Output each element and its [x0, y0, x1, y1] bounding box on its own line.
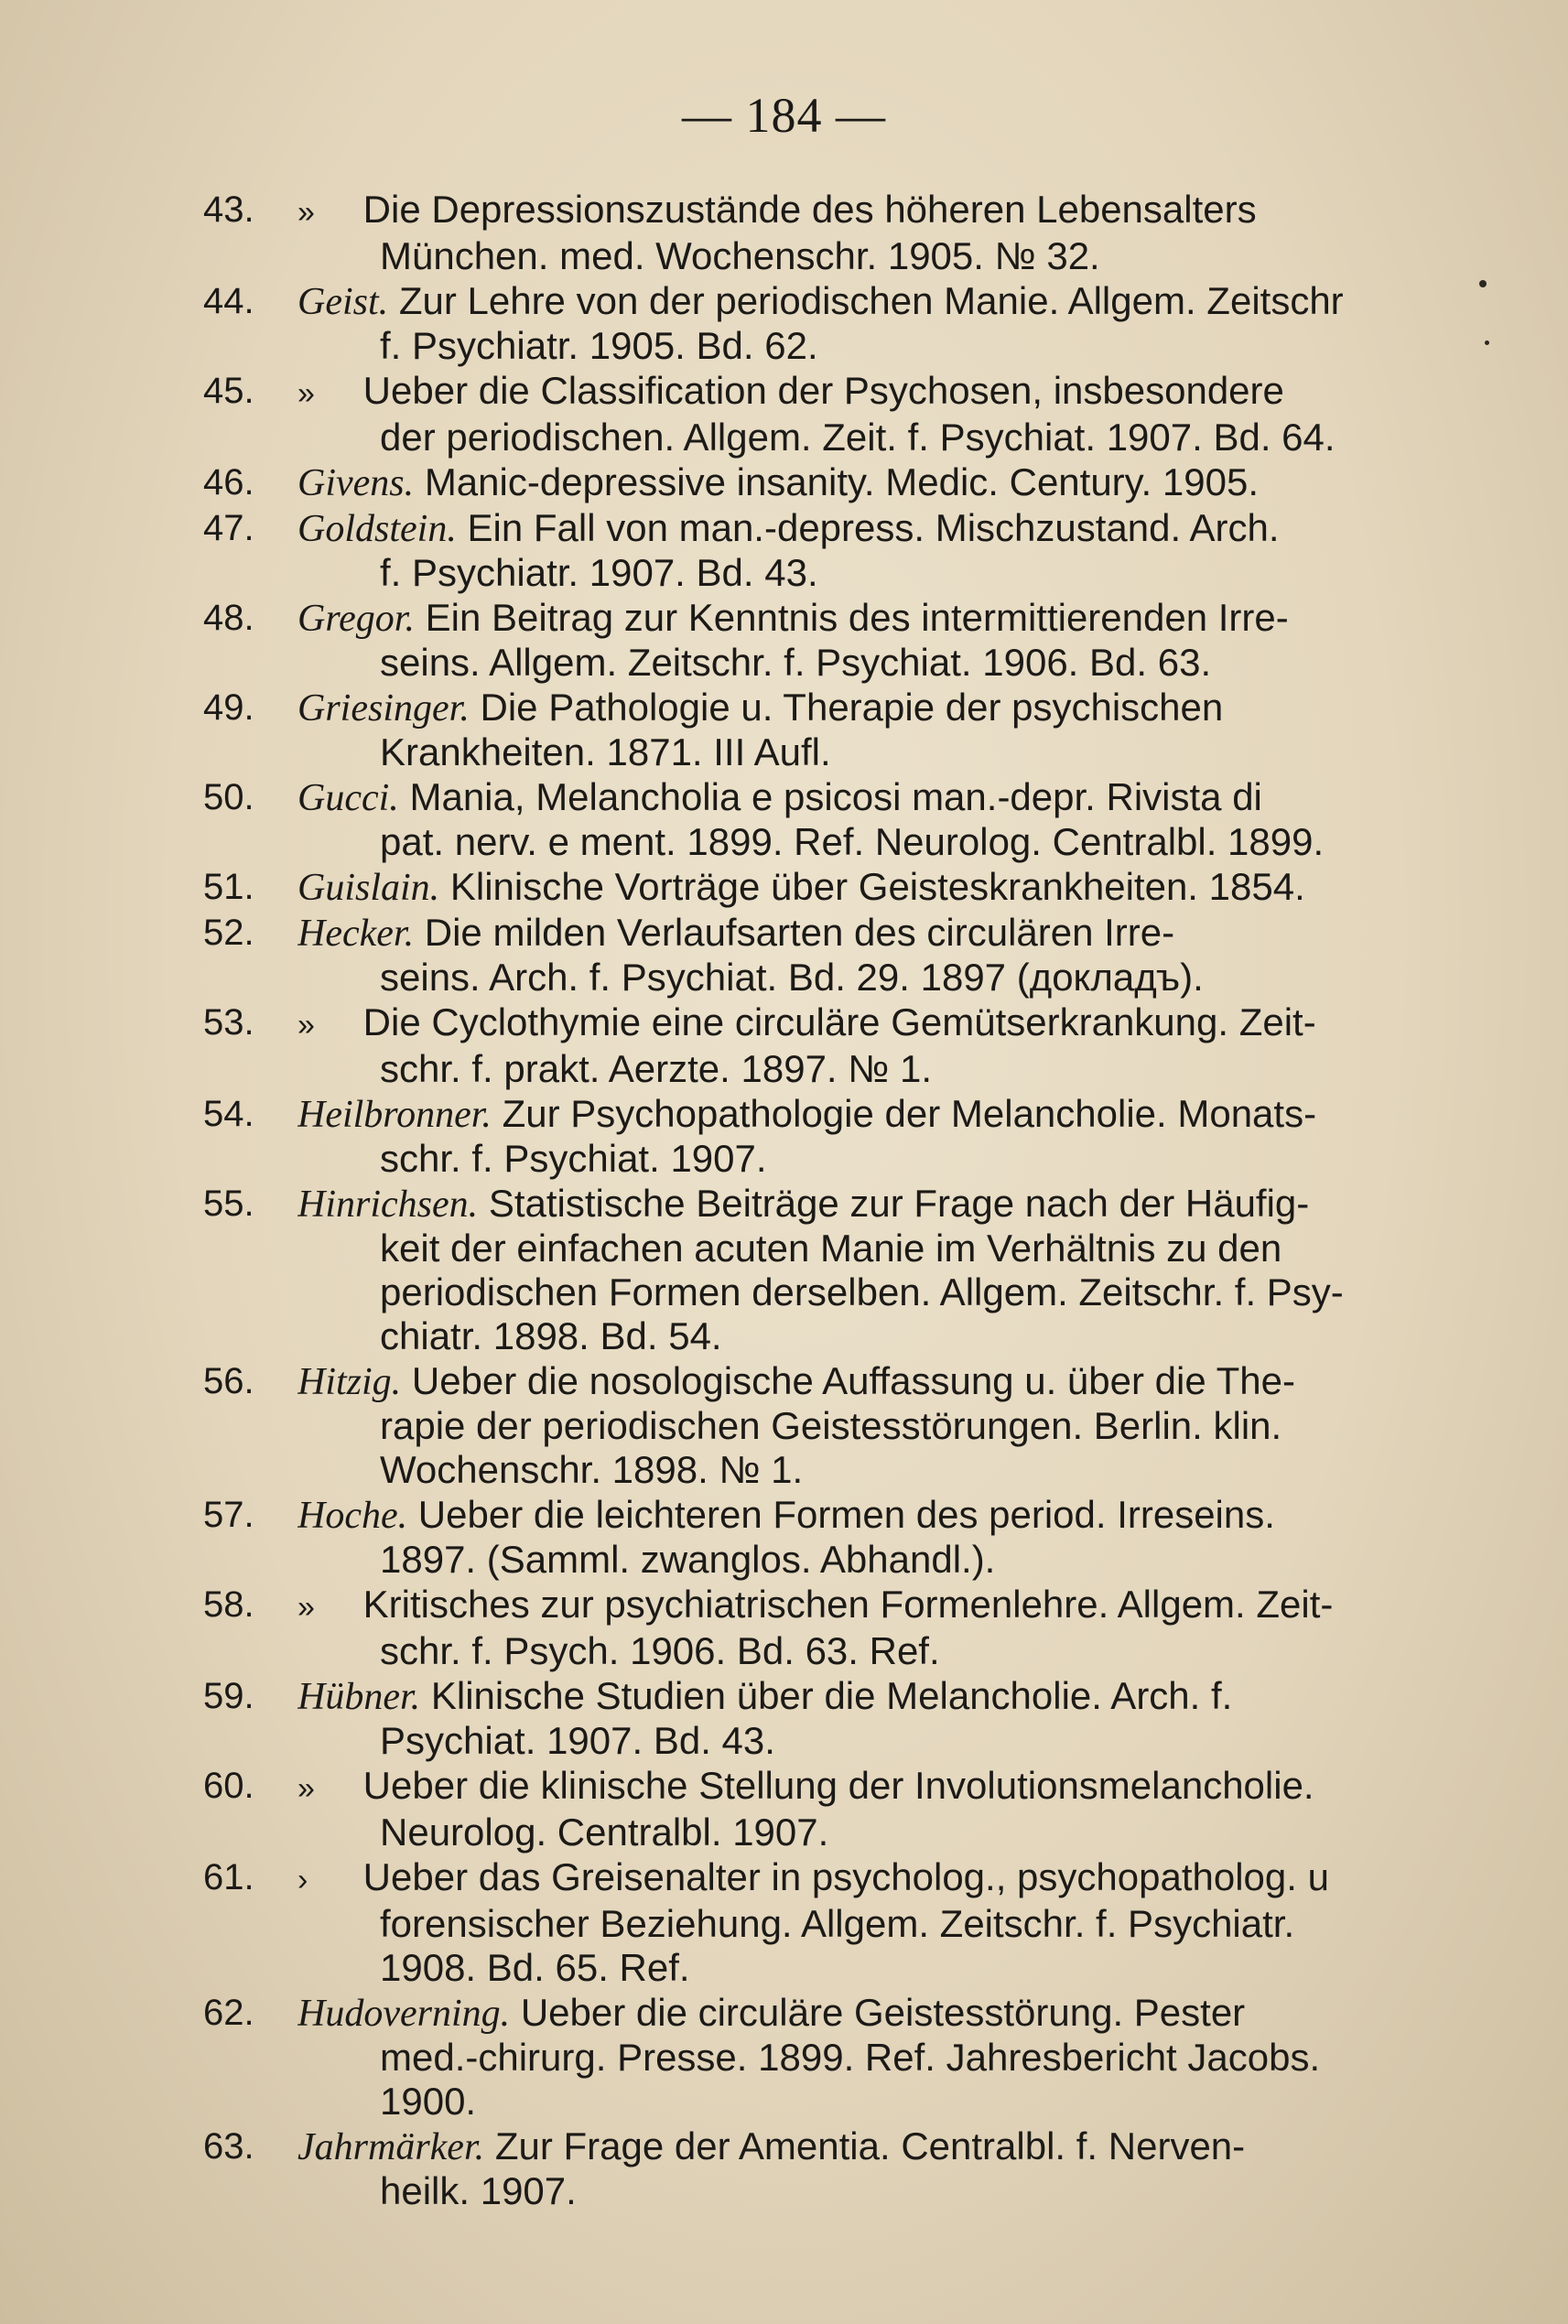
- reference-text: Statistische Beiträge zur Frage nach der Häufig-: [488, 1182, 1310, 1225]
- reference-line: [380, 1314, 1481, 1358]
- reference-text: Klinische Vorträge über Geisteskrankheiten. 1854.: [449, 865, 1305, 908]
- reference-author: Hinrichsen.: [297, 1184, 479, 1226]
- reference-text: Neurolog. Centralbl. 1907.: [380, 1811, 829, 1854]
- ditto-mark: ›: [297, 1863, 308, 1897]
- reference-line: [297, 1764, 1481, 1811]
- reference-line: [297, 1991, 1481, 2036]
- reference-author: Hoche.: [297, 1495, 408, 1537]
- reference-line: [297, 460, 1481, 505]
- reference-line: [297, 1359, 1481, 1404]
- page-number: — 184 —: [682, 88, 886, 143]
- reference-author: Hitzig.: [297, 1361, 402, 1403]
- reference-line: [380, 1538, 1481, 1582]
- reference-text: Ueber die nosologische Auffassung u. über die The-: [411, 1359, 1295, 1402]
- reference-text: forensischer Beziehung. Allgem. Zeitschr. f. Psychiatr.: [380, 1902, 1295, 1945]
- reference-entry: [0, 188, 1568, 278]
- reference-text: pat. nerv. e ment. 1899. Ref. Neurolog. Centralbl. 1899.: [380, 820, 1325, 863]
- reference-author: Gregor.: [297, 598, 415, 640]
- reference-entry: [0, 1855, 1568, 1990]
- reference-text: Die Depressionszustände des höheren Lebensalters: [362, 188, 1257, 231]
- reference-text: Die Cyclothymie eine circuläre Gemütserkrankung. Zeit-: [362, 1000, 1316, 1043]
- reference-author: Givens.: [297, 462, 415, 504]
- reference-entry: [0, 506, 1568, 595]
- reference-text: Ueber das Greisenalter in psycholog., psychopatholog. u: [362, 1855, 1329, 1898]
- reference-text: Ein Beitrag zur Kenntnis des intermittierenden Irre-: [425, 596, 1289, 639]
- reference-line: [297, 1092, 1481, 1137]
- reference-author: Gucci.: [297, 777, 399, 819]
- reference-number: 45.: [203, 371, 254, 411]
- ditto-mark: »: [297, 1008, 315, 1043]
- reference-line: [380, 1946, 1481, 1990]
- reference-text: schr. f. prakt. Aerzte. 1897. № 1.: [380, 1047, 933, 1090]
- reference-text: med.-chirurg. Presse. 1899. Ref. Jahresbericht Jacobs.: [380, 2036, 1321, 2079]
- reference-text: Ein Fall von man.-depress. Mischzustand. Arch.: [467, 506, 1280, 549]
- reference-text: Mania, Melancholia e psicosi man.-depr. Rivista di: [409, 775, 1262, 818]
- reference-line: [297, 188, 1481, 234]
- ditto-mark: »: [297, 1590, 315, 1625]
- reference-entry: [0, 865, 1568, 910]
- reference-entry: [0, 2124, 1568, 2213]
- reference-text: Zur Frage der Amentia. Centralbl. f. Nerven-: [494, 2124, 1246, 2167]
- reference-line: [297, 1000, 1481, 1047]
- reference-entry: [0, 1182, 1568, 1358]
- reference-number: 54.: [203, 1094, 254, 1134]
- reference-text: Ueber die klinische Stellung der Involutionsmelancholie.: [362, 1764, 1314, 1807]
- reference-text: Psychiat. 1907. Bd. 43.: [380, 1719, 775, 1762]
- reference-number: 57.: [203, 1495, 254, 1535]
- reference-number: 59.: [203, 1676, 254, 1716]
- reference-line: [297, 369, 1481, 416]
- reference-text: München. med. Wochenschr. 1905. № 32.: [380, 234, 1100, 277]
- reference-line: [380, 820, 1481, 864]
- ditto-mark: »: [297, 1771, 315, 1806]
- reference-number: 60.: [203, 1766, 254, 1806]
- reference-author: Jahrmärker.: [297, 2126, 485, 2168]
- reference-entry: [0, 1000, 1568, 1091]
- reference-text: Manic-depressive insanity. Medic. Century. 1905.: [424, 460, 1259, 503]
- reference-text: Krankheiten. 1871. III Aufl.: [380, 730, 831, 773]
- reference-line: [297, 506, 1481, 551]
- reference-list: [0, 188, 1568, 2214]
- reference-author: Hübner.: [297, 1676, 421, 1718]
- reference-number: 61.: [203, 1857, 254, 1897]
- reference-entry: [0, 1583, 1568, 1673]
- reference-line: [380, 1448, 1481, 1492]
- reference-number: 52.: [203, 913, 254, 953]
- reference-text: 1900.: [380, 2080, 477, 2123]
- reference-line: [297, 775, 1481, 820]
- reference-entry: [0, 279, 1568, 368]
- reference-line: [380, 551, 1481, 595]
- reference-line: [297, 1493, 1481, 1538]
- reference-text: Wochenschr. 1898. № 1.: [380, 1448, 804, 1491]
- reference-line: [297, 2124, 1481, 2169]
- reference-line: [380, 1137, 1481, 1181]
- reference-line: [380, 416, 1481, 459]
- reference-number: 47.: [203, 508, 254, 548]
- reference-number: 56.: [203, 1361, 254, 1401]
- reference-line: [297, 1855, 1481, 1902]
- reference-number: 43.: [203, 189, 254, 230]
- reference-entry: [0, 775, 1568, 864]
- reference-line: [380, 1270, 1481, 1314]
- reference-line: [380, 324, 1481, 368]
- reference-line: [380, 956, 1481, 1000]
- reference-text: keit der einfachen acuten Manie im Verhältnis zu den: [380, 1227, 1282, 1270]
- reference-text: Die milden Verlaufsarten des circulären Irre-: [424, 911, 1175, 954]
- reference-entry: [0, 1991, 1568, 2124]
- reference-text: seins. Allgem. Zeitschr. f. Psychiat. 1906. Bd. 63.: [380, 641, 1212, 684]
- reference-author: Heilbronner.: [297, 1094, 492, 1136]
- reference-line: [380, 641, 1481, 685]
- reference-number: 58.: [203, 1584, 254, 1625]
- reference-text: heilk. 1907.: [380, 2169, 577, 2212]
- reference-number: 50.: [203, 777, 254, 817]
- reference-text: Zur Psychopathologie der Melancholie. Monats-: [502, 1092, 1317, 1135]
- reference-line: [380, 1227, 1481, 1270]
- reference-text: schr. f. Psych. 1906. Bd. 63. Ref.: [380, 1629, 940, 1672]
- reference-author: Griesinger.: [297, 687, 470, 730]
- reference-text: f. Psychiatr. 1905. Bd. 62.: [380, 324, 818, 367]
- reference-text: Die Pathologie u. Therapie der psychischen: [480, 686, 1224, 729]
- reference-author: Hudoverning.: [297, 1993, 511, 2035]
- reference-line: [297, 279, 1481, 324]
- reference-author: Geist.: [297, 281, 389, 323]
- reference-text: f. Psychiatr. 1907. Bd. 43.: [380, 551, 818, 594]
- reference-line: [297, 686, 1481, 730]
- reference-text: Kritisches zur psychiatrischen Formenlehre. Allgem. Zeit-: [362, 1583, 1334, 1626]
- reference-line: [380, 2080, 1481, 2124]
- reference-line: [380, 2036, 1481, 2080]
- reference-line: [380, 1047, 1481, 1091]
- reference-text: Ueber die leichteren Formen des period. Irreseins.: [417, 1493, 1275, 1536]
- reference-line: [380, 1811, 1481, 1854]
- reference-number: 46.: [203, 462, 254, 503]
- reference-line: [380, 1719, 1481, 1763]
- reference-number: 53.: [203, 1002, 254, 1043]
- reference-line: [297, 1674, 1481, 1719]
- ink-speck: [1479, 280, 1487, 287]
- reference-line: [380, 1629, 1481, 1673]
- reference-entry: [0, 1674, 1568, 1763]
- reference-text: chiatr. 1898. Bd. 54.: [380, 1314, 722, 1357]
- reference-line: [297, 596, 1481, 641]
- reference-line: [297, 1583, 1481, 1629]
- reference-number: 48.: [203, 598, 254, 638]
- reference-entry: [0, 460, 1568, 505]
- reference-entry: [0, 1493, 1568, 1582]
- reference-entry: [0, 911, 1568, 1000]
- reference-text: seins. Arch. f. Psychiat. Bd. 29. 1897 (докладъ).: [380, 956, 1204, 999]
- reference-entry: [0, 1764, 1568, 1854]
- reference-entry: [0, 596, 1568, 685]
- reference-line: [380, 2169, 1481, 2213]
- reference-line: [380, 730, 1481, 774]
- reference-number: 55.: [203, 1184, 254, 1224]
- reference-text: Zur Lehre von der periodischen Manie. Allgem. Zeitschr: [398, 279, 1344, 322]
- reference-number: 49.: [203, 687, 254, 728]
- reference-entry: [0, 686, 1568, 774]
- reference-line: [297, 1182, 1481, 1227]
- reference-line: [297, 865, 1481, 910]
- reference-entry: [0, 1359, 1568, 1492]
- reference-text: periodischen Formen derselben. Allgem. Zeitschr. f. Psy-: [380, 1270, 1344, 1313]
- reference-text: 1897. (Samml. zwanglos. Abhandl.).: [380, 1538, 996, 1581]
- reference-line: [297, 911, 1481, 956]
- reference-number: 63.: [203, 2126, 254, 2167]
- ditto-mark: »: [297, 195, 315, 230]
- reference-text: Ueber die Classification der Psychosen, insbesondere: [362, 369, 1284, 412]
- reference-text: der periodischen. Allgem. Zeit. f. Psychiat. 1907. Bd. 64.: [380, 416, 1336, 459]
- reference-text: schr. f. Psychiat. 1907.: [380, 1137, 767, 1180]
- reference-text: rapie der periodischen Geistesstörungen. Berlin. klin.: [380, 1404, 1282, 1447]
- reference-line: [380, 234, 1481, 278]
- ink-speck: [1485, 340, 1489, 345]
- reference-number: 44.: [203, 281, 254, 321]
- reference-text: Ueber die circuläre Geistesstörung. Pester: [520, 1991, 1246, 2034]
- reference-author: Hecker.: [297, 913, 415, 955]
- reference-number: 51.: [203, 867, 254, 907]
- reference-text: 1908. Bd. 65. Ref.: [380, 1946, 690, 1989]
- reference-author: Guislain.: [297, 867, 440, 909]
- reference-line: [380, 1404, 1481, 1448]
- reference-line: [380, 1902, 1481, 1946]
- reference-author: Goldstein.: [297, 508, 457, 550]
- reference-number: 62.: [203, 1993, 254, 2033]
- reference-entry: [0, 1092, 1568, 1181]
- reference-text: Klinische Studien über die Melancholie. Arch. f.: [430, 1674, 1233, 1717]
- reference-entry: [0, 369, 1568, 459]
- ditto-mark: »: [297, 376, 315, 411]
